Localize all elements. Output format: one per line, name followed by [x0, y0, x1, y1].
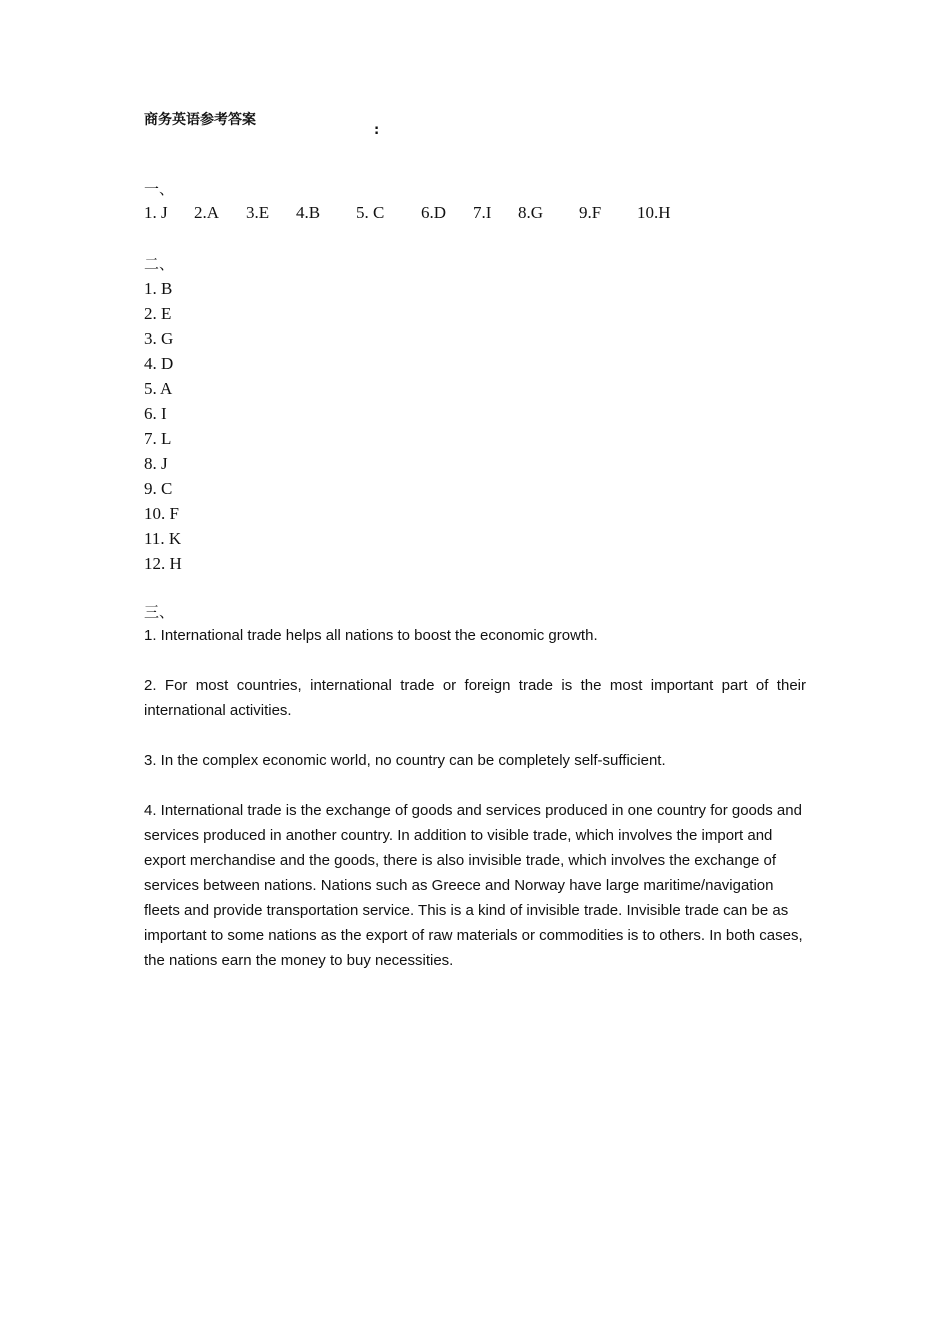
section-2-answer-list	[144, 276, 182, 576]
stray-colon-mark: :	[374, 123, 380, 138]
section-1-answer: 5. C	[356, 203, 385, 222]
section-3-answer-2: 2. For most countries, international trade or foreign trade is the most important part of their international activities.	[144, 677, 806, 719]
document-title: 商务英语参考答案	[144, 112, 256, 128]
section-2-answer: 11. K	[144, 529, 182, 548]
section-3-answer-4: 4. International trade is the exchange of goods and services produced in one country for goods and services produced in another country. In addition to visible trade, which involves the import and export merchandise and the goods, there is also invisible trade, which involves the exchange of services between nations. Nations such as Greece and Norway have large maritime/navigation fleets and provide transportation service. This is a kind of invisible trade. Invisible trade can be as important to some nations as the export of raw materials or commodities is to others. In both cases, the nations earn the money to buy necessities.	[144, 802, 803, 969]
section-2-answer: 5. A	[144, 379, 173, 398]
section-2-answer: 7. L	[144, 429, 172, 448]
section-3-heading: 三、	[144, 603, 175, 621]
section-2-answer: 6. I	[144, 404, 167, 423]
section-1-answer: 1. J	[144, 203, 168, 222]
section-2-answer: 2. E	[144, 304, 172, 323]
section-2-answer: 12. H	[144, 554, 182, 573]
section-1-answer: 3.E	[246, 203, 270, 222]
section-2-answer: 8. J	[144, 454, 168, 473]
section-2-answer: 3. G	[144, 329, 174, 348]
section-1-answer: 2.A	[194, 203, 220, 222]
section-1-heading: 一、	[144, 180, 175, 198]
section-3-answer-3: 3. In the complex economic world, no country can be completely self-sufficient.	[144, 752, 666, 769]
section-1-answer: 6.D	[421, 203, 447, 222]
section-1-answer: 9.F	[579, 203, 602, 222]
section-1-answer: 10.H	[637, 203, 671, 222]
section-3-answer-1: 1. International trade helps all nations to boost the economic growth.	[144, 627, 598, 644]
section-1-answer-row	[0, 201, 950, 225]
section-2-answer: 10. F	[144, 504, 179, 523]
section-2-heading: 二、	[144, 255, 175, 273]
section-1-answer: 4.B	[296, 203, 321, 222]
section-1-answer: 8.G	[518, 203, 544, 222]
section-2-answer: 1. B	[144, 279, 173, 298]
section-2-answer: 9. C	[144, 479, 173, 498]
section-1-answer: 7.I	[473, 203, 492, 222]
section-2-answer: 4. D	[144, 354, 174, 373]
